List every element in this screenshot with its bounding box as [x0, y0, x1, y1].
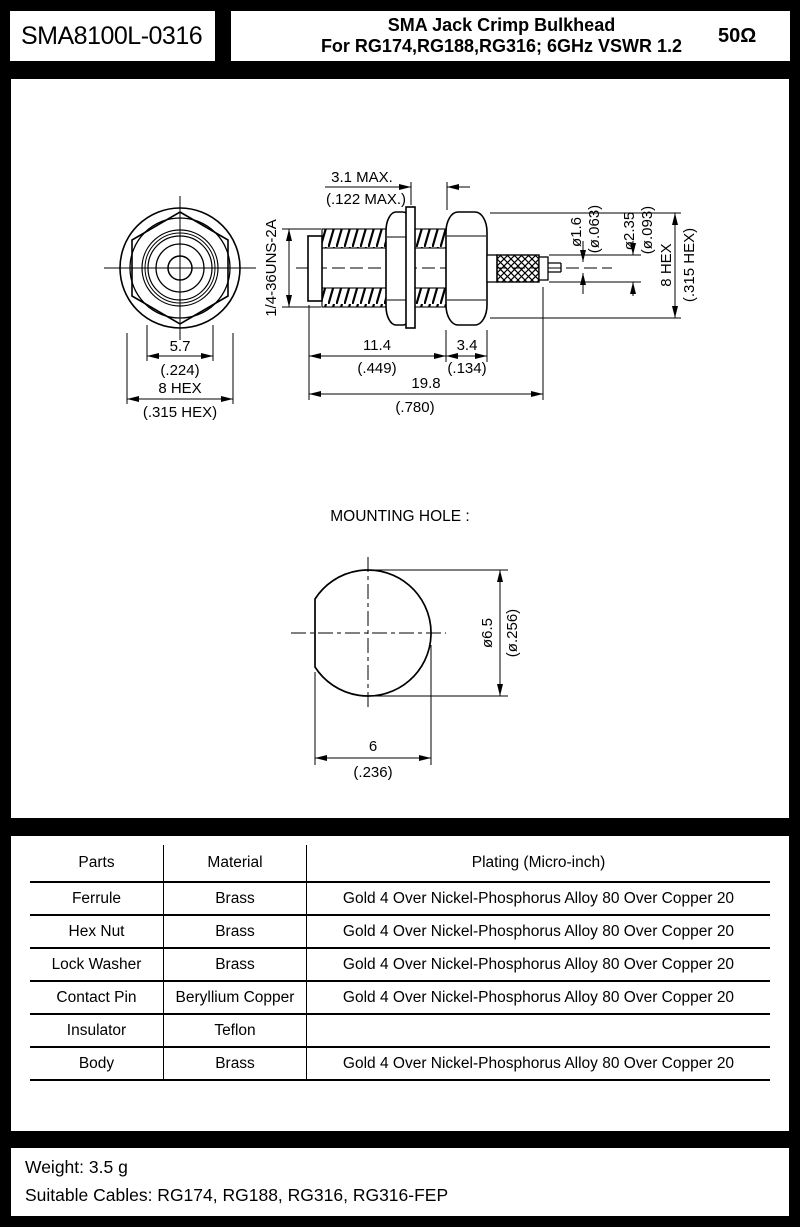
dim-panel-mm: 3.1 MAX.	[331, 169, 393, 186]
part-number: SMA8100L-0316	[21, 21, 203, 50]
dim-ferrule-mm: ø2.35	[621, 211, 638, 251]
thread-spec-label: 1/4-36UNS-2A	[263, 219, 280, 317]
mounting-hole-view	[291, 557, 446, 710]
dim-side-hex-in: (.315 HEX)	[681, 227, 698, 303]
dim-front-width-in: (.224)	[160, 362, 200, 379]
cell-part: Body	[30, 1048, 164, 1079]
dim-panel-in: (.122 MAX.)	[325, 191, 407, 208]
weight-text: Weight: 3.5 g	[25, 1157, 128, 1177]
dim-hole-flat-mm: 6	[368, 738, 378, 755]
table-row	[30, 916, 770, 949]
cell-material: Brass	[164, 1048, 307, 1079]
dim-hole-dia-mm: ø6.5	[479, 617, 496, 649]
side-view-body	[296, 204, 612, 328]
part-number-box	[6, 7, 219, 65]
cell-plating: Gold 4 Over Nickel-Phosphorus Alloy 80 Over Copper 20	[342, 1054, 735, 1072]
cell-material: Teflon	[164, 1015, 307, 1046]
cell-plating: Gold 4 Over Nickel-Phosphorus Alloy 80 Over Copper 20	[342, 889, 735, 907]
cell-material: Brass	[164, 916, 307, 947]
impedance-label: 50Ω	[718, 24, 757, 47]
dim-total-mm: 19.8	[411, 375, 441, 392]
dim-hole-flat-in: (.236)	[353, 764, 393, 781]
cell-part: Contact Pin	[30, 982, 164, 1013]
cell-material: Brass	[164, 883, 307, 914]
dim-front-hex-in: (.315 HEX)	[142, 404, 218, 421]
cell-part: Ferrule	[30, 883, 164, 914]
col-header-material: Material	[164, 845, 307, 881]
dim-pin-in: (ø.063)	[586, 204, 603, 254]
cell-plating: Gold 4 Over Nickel-Phosphorus Alloy 80 Over Copper 20	[342, 955, 735, 973]
cell-plating: Gold 4 Over Nickel-Phosphorus Alloy 80 Over Copper 20	[342, 988, 735, 1006]
title-line-2: For RG174,RG188,RG316; 6GHz VSWR 1.2	[320, 36, 683, 56]
mounting-hole-title: MOUNTING HOLE :	[330, 508, 470, 525]
materials-table-panel	[6, 831, 794, 1136]
cell-part: Insulator	[30, 1015, 164, 1046]
dim-pin-mm: ø1.6	[568, 216, 585, 248]
title-box	[227, 7, 794, 65]
table-row	[30, 883, 770, 916]
dim-len1-in: (.449)	[357, 360, 397, 377]
dim-len2-mm: 3.4	[456, 337, 478, 354]
cell-plating	[307, 1015, 770, 1046]
col-header-parts: Parts	[30, 845, 164, 881]
materials-table	[30, 845, 770, 1081]
cell-part: Lock Washer	[30, 949, 164, 980]
footer-panel	[6, 1143, 794, 1221]
cell-material: Beryllium Copper	[164, 982, 307, 1013]
dim-hole-dia-in: (ø.256)	[504, 608, 521, 658]
title-line-1: SMA Jack Crimp Bulkhead	[387, 15, 616, 35]
technical-drawing	[11, 79, 789, 818]
dim-ferrule-in: (ø.093)	[639, 205, 656, 255]
dim-side-hex-mm: 8 HEX	[658, 243, 675, 287]
table-header-row	[30, 845, 770, 883]
cell-plating: Gold 4 Over Nickel-Phosphorus Alloy 80 Over Copper 20	[342, 922, 735, 940]
cell-part: Hex Nut	[30, 916, 164, 947]
table-row	[30, 1048, 770, 1081]
front-view	[104, 196, 256, 340]
mounting-hole-dimensions	[315, 570, 508, 765]
dim-len1-mm: 11.4	[362, 337, 392, 354]
table-row	[30, 982, 770, 1015]
dim-len2-in: (.134)	[447, 360, 487, 377]
dim-front-width-mm: 5.7	[169, 338, 191, 355]
dim-front-hex-mm: 8 HEX	[158, 380, 202, 397]
col-header-plating: Plating (Micro-inch)	[471, 854, 606, 871]
table-row	[30, 949, 770, 982]
suitable-cables-text: Suitable Cables: RG174, RG188, RG316, RG316-FEP	[25, 1185, 449, 1205]
table-row	[30, 1015, 770, 1048]
title-block	[231, 15, 718, 57]
drawing-panel	[6, 74, 794, 823]
cell-material: Brass	[164, 949, 307, 980]
dim-total-in: (.780)	[395, 399, 435, 416]
